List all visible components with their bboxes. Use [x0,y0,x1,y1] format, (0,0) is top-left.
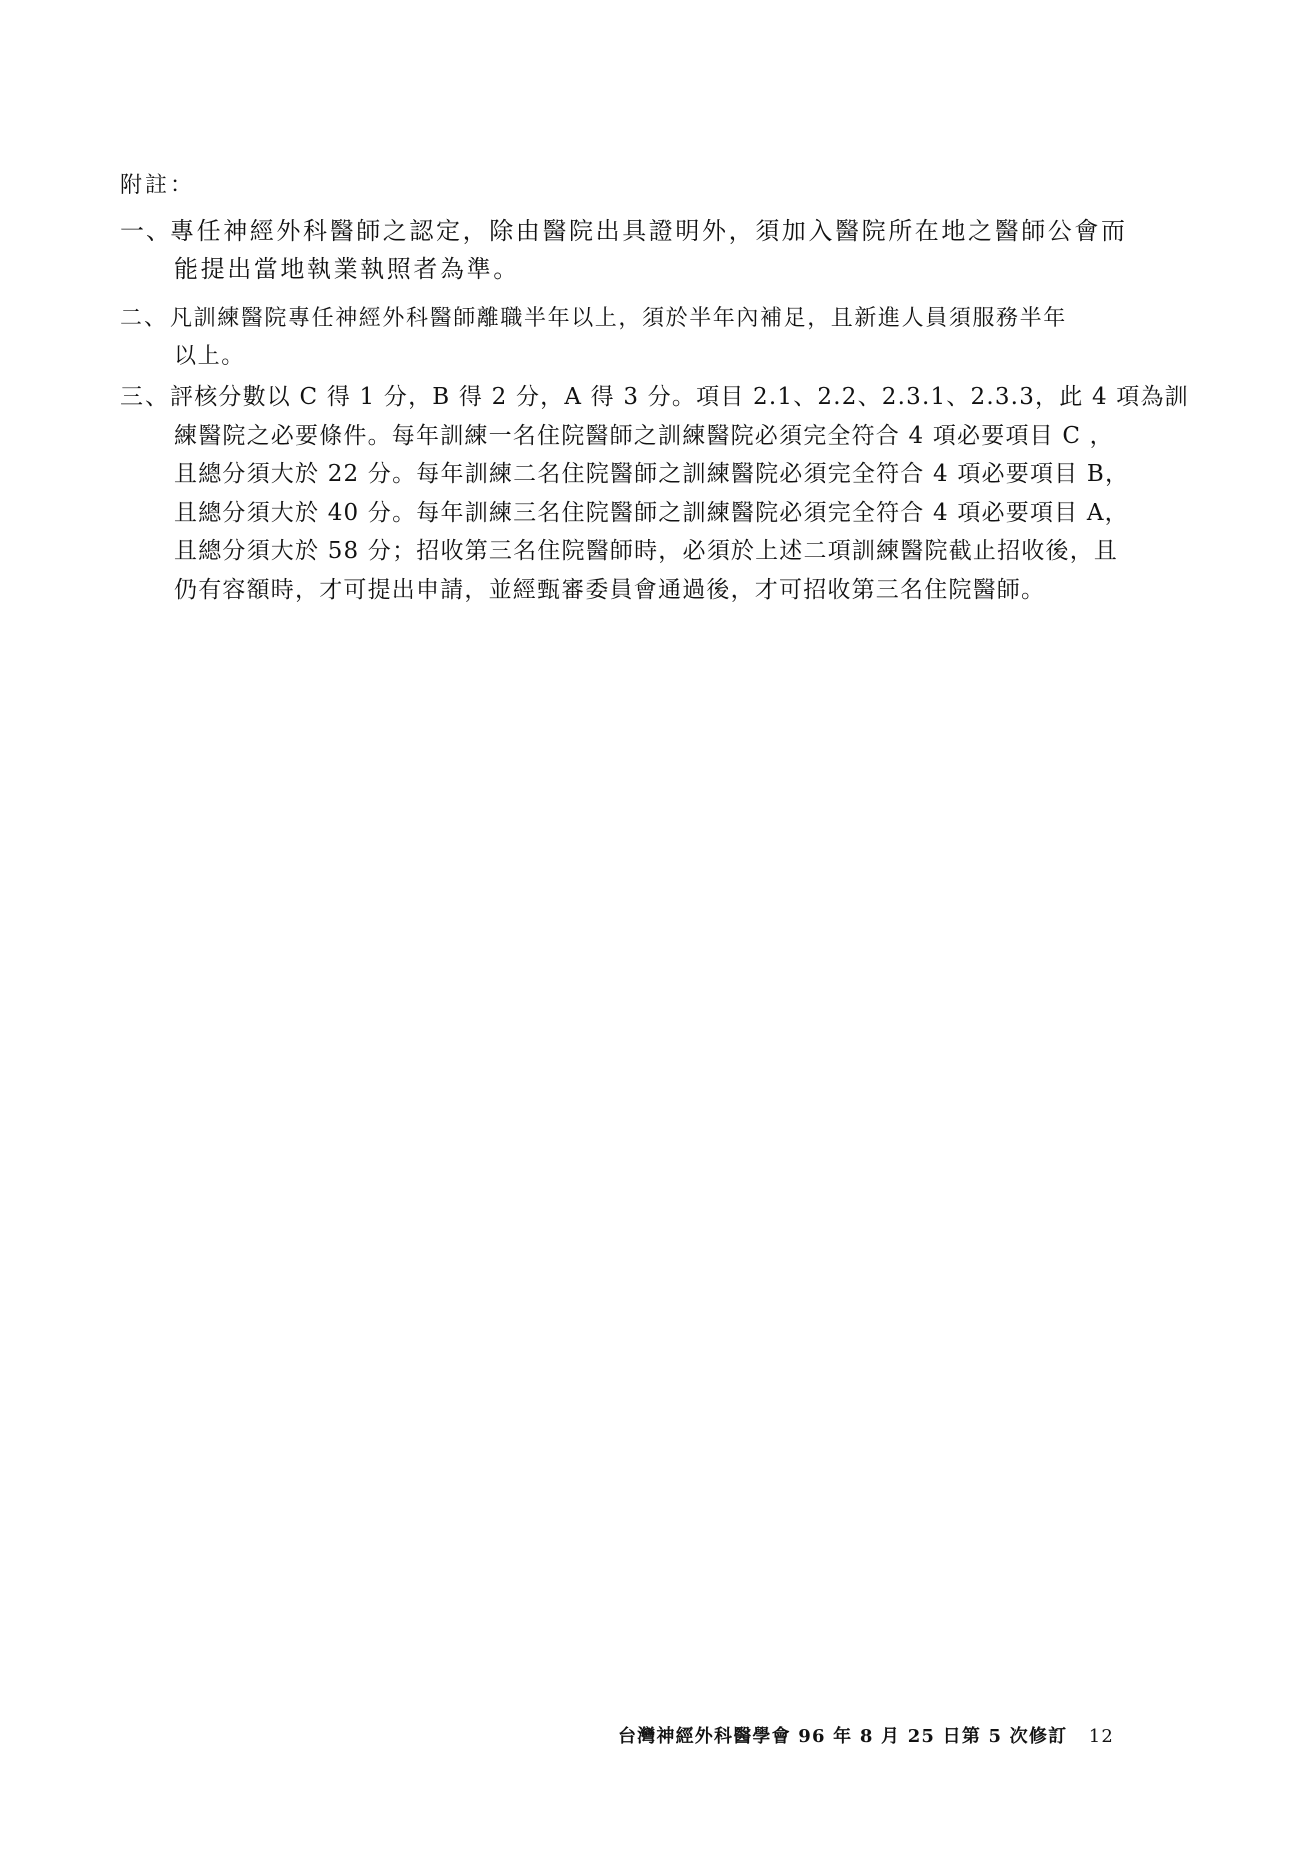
page-number: 12 [1088,1726,1115,1747]
note-line: 且總分須大於 22 分。每年訓練二名住院醫師之訓練醫院必須完全符合 4 項必要項目 B， [174,461,1130,487]
page-footer [618,1722,1114,1748]
notes-heading: 附註： [120,173,196,198]
note-line: 能提出當地執業執照者為準。 [174,255,520,283]
note-number: 三、 [120,384,170,410]
note-line: 評核分數以 C 得 1 分，B 得 2 分，A 得 3 分。項目 2.1、2.2、2.3.1、2.3.3，此 4 項為訓 [170,384,1189,410]
note-line: 練醫院之必要條件。每年訓練一名住院醫師之訓練醫院必須完全符合 4 項必要項目 C ， [174,422,1114,449]
note-line: 以上。 [174,344,245,369]
note-item-3 [120,378,1200,609]
note-line: 專任神經外科醫師之認定，除由醫院出具證明外，須加入醫院所在地之醫師公會而 [170,217,1128,245]
note-item-1 [120,212,1200,288]
note-line: 且總分須大於 58 分；招收第三名住院醫師時，必須於上述二項訓練醫院截止招收後，且 [174,538,1119,564]
note-line: 仍有容額時，才可提出申請，並經甄審委員會通過後，才可招收第三名住院醫師。 [174,576,1046,603]
note-line: 凡訓練醫院專任神經外科醫師離職半年以上，須於半年內補足，且新進人員須服務半年 [170,306,1067,331]
note-item-2 [120,300,1200,376]
note-number: 二、 [120,306,169,331]
footer-revision-text: 台灣神經外科醫學會 96 年 8 月 25 日第 5 次修訂 [618,1726,1068,1747]
note-line: 且總分須大於 40 分。每年訓練三名住院醫師之訓練醫院必須完全符合 4 項必要項目 A， [174,499,1129,526]
note-number: 一、 [120,217,172,245]
